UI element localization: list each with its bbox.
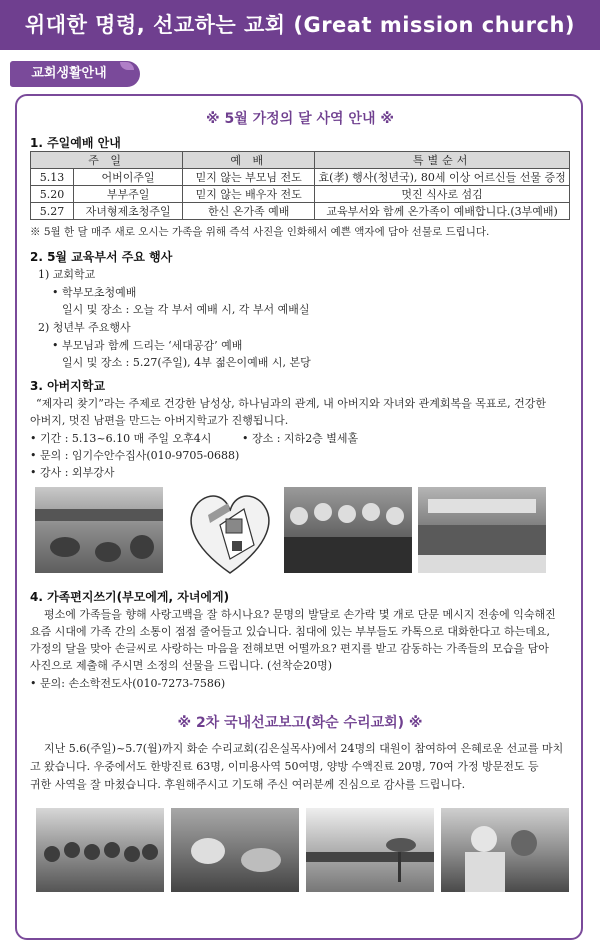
section-tab-label: 교회생활안내 [31, 66, 107, 81]
row-date: 5.13 [31, 169, 74, 186]
col-sunday: 주 일 [31, 152, 183, 169]
worship-heading: 1. 주일예배 안내 [30, 136, 121, 150]
mission-report-title: ※ 2차 국내선교보고(화순 수리교회) ※ [177, 715, 423, 731]
row-date: 5.20 [31, 186, 74, 203]
mission-photo-2 [171, 808, 299, 892]
table-row [31, 203, 570, 220]
col-special: 특별순서 [315, 152, 570, 169]
family-letter-body-1: 평소에 가족들을 향해 사랑고백을 잘 하시나요? 문명의 발달로 손가락 몇 개로 단문 메시지 전송에 익숙해진 [44, 608, 556, 621]
father-school-photo-1 [35, 487, 163, 573]
youth-label: 2) 청년부 주요행사 [38, 321, 131, 334]
parent-worship-detail: 일시 및 장소 : 오늘 각 부서 예배 시, 각 부서 예배실 [62, 303, 310, 316]
education-heading: 2. 5월 교육부서 주요 행사 [30, 250, 173, 264]
mission-photo-1 [36, 808, 164, 892]
father-school-lecturer: • 강사 : 외부강사 [30, 466, 115, 479]
table-header-row [31, 152, 570, 169]
generation-worship-item: • 부모님과 함께 드리는 ‘세대공감’ 예배 [52, 339, 243, 352]
family-letter-body-2: 요즘 시대에 가족 간의 소통이 점점 줄어들고 있습니다. 침대에 있는 부부들도 카톡으로 대화한다고 하는데요, [30, 625, 550, 638]
generation-worship-detail: 일시 및 장소 : 5.27(주일), 4부 젊은이예배 시, 본당 [62, 356, 311, 369]
mission-body-3: 귀한 사역을 잘 마쳤습니다. 후원해주시고 기도해 주신 여러분께 진심으로 감사를 드립니다. [30, 778, 466, 791]
family-letter-body-4: 사진으로 제출해 주시면 소정의 선물을 드립니다. (선착순20명) [30, 659, 333, 672]
church-school-label: 1) 교회학교 [38, 268, 96, 281]
may-ministry-title: ※ 5월 가정의 달 사역 안내 ※ [206, 111, 394, 127]
family-letter-contact: • 문의: 손소학전도사(010-7273-7586) [30, 677, 226, 690]
row-sunday: 부부주일 [74, 186, 183, 203]
father-school-photo-4 [418, 487, 546, 573]
father-school-heading: 3. 아버지학교 [30, 379, 106, 393]
father-school-body-1: “제자리 찾기”라는 주제로 건강한 남성상, 하나님과의 관계, 내 아버지와 자녀와 관계회복을 목표로, 건강한 [36, 397, 546, 410]
mission-body-2: 고 왔습니다. 우중에서도 한방진료 63명, 이미용사역 50여명, 양방 수액진료 20명, 70여 가정 방문전도 등 [30, 760, 539, 773]
father-school-body-2: 아버지, 멋진 남편을 만드는 아버지학교가 진행됩니다. [30, 414, 289, 427]
father-school-period: • 기간 : 5.13~6.10 매 주일 오후4시 [30, 432, 212, 445]
mission-photo-4 [441, 808, 569, 892]
header-title: 위대한 명령, 선교하는 교회 (Great mission church) [25, 13, 575, 37]
row-date: 5.27 [31, 203, 74, 220]
father-school-photo-3 [284, 487, 412, 573]
row-sunday: 어버이주일 [74, 169, 183, 186]
row-worship: 믿지 않는 부모님 전도 [183, 169, 315, 186]
col-worship: 예 배 [183, 152, 315, 169]
father-school-contact: • 문의 : 임기수안수집사(010-9705-0688) [30, 449, 240, 462]
mission-body-1: 지난 5.6(주일)~5.7(월)까지 화순 수리교회(김은실목사)에서 24명의 대원이 참여하여 은혜로운 선교를 마치 [44, 742, 564, 755]
row-special: 멋진 식사로 섬김 [315, 186, 570, 203]
family-heart-illustration [180, 485, 280, 577]
row-special: 효(孝) 행사(청년국), 80세 이상 어르신들 선물 증정 [315, 169, 570, 186]
family-letter-body-3: 가정의 달을 맞아 손글씨로 사랑하는 마음을 전해보면 어떨까요? 편지를 받고 감동하는 가족들의 모습을 담아 [30, 642, 549, 655]
table-row [31, 186, 570, 203]
page-header [0, 0, 600, 50]
photo-gift-note: ※ 5월 한 달 매주 새로 오시는 가족을 위해 즉석 사진을 인화해서 예쁜 액자에 담아 선물로 드립니다. [30, 226, 490, 238]
parent-worship-item: • 학부모초청예배 [52, 286, 137, 299]
mission-photo-3 [306, 808, 434, 892]
row-sunday: 자녀형제초청주일 [74, 203, 183, 220]
worship-schedule-table [30, 151, 570, 220]
row-worship: 한신 온가족 예배 [183, 203, 315, 220]
father-school-place: • 장소 : 지하2층 별세홀 [242, 432, 359, 445]
table-row [31, 169, 570, 186]
row-special: 교육부서와 함께 온가족이 예배합니다.(3부예배) [315, 203, 570, 220]
family-letter-heading: 4. 가족편지쓰기(부모에게, 자녀에게) [30, 590, 230, 604]
row-worship: 믿지 않는 배우자 전도 [183, 186, 315, 203]
